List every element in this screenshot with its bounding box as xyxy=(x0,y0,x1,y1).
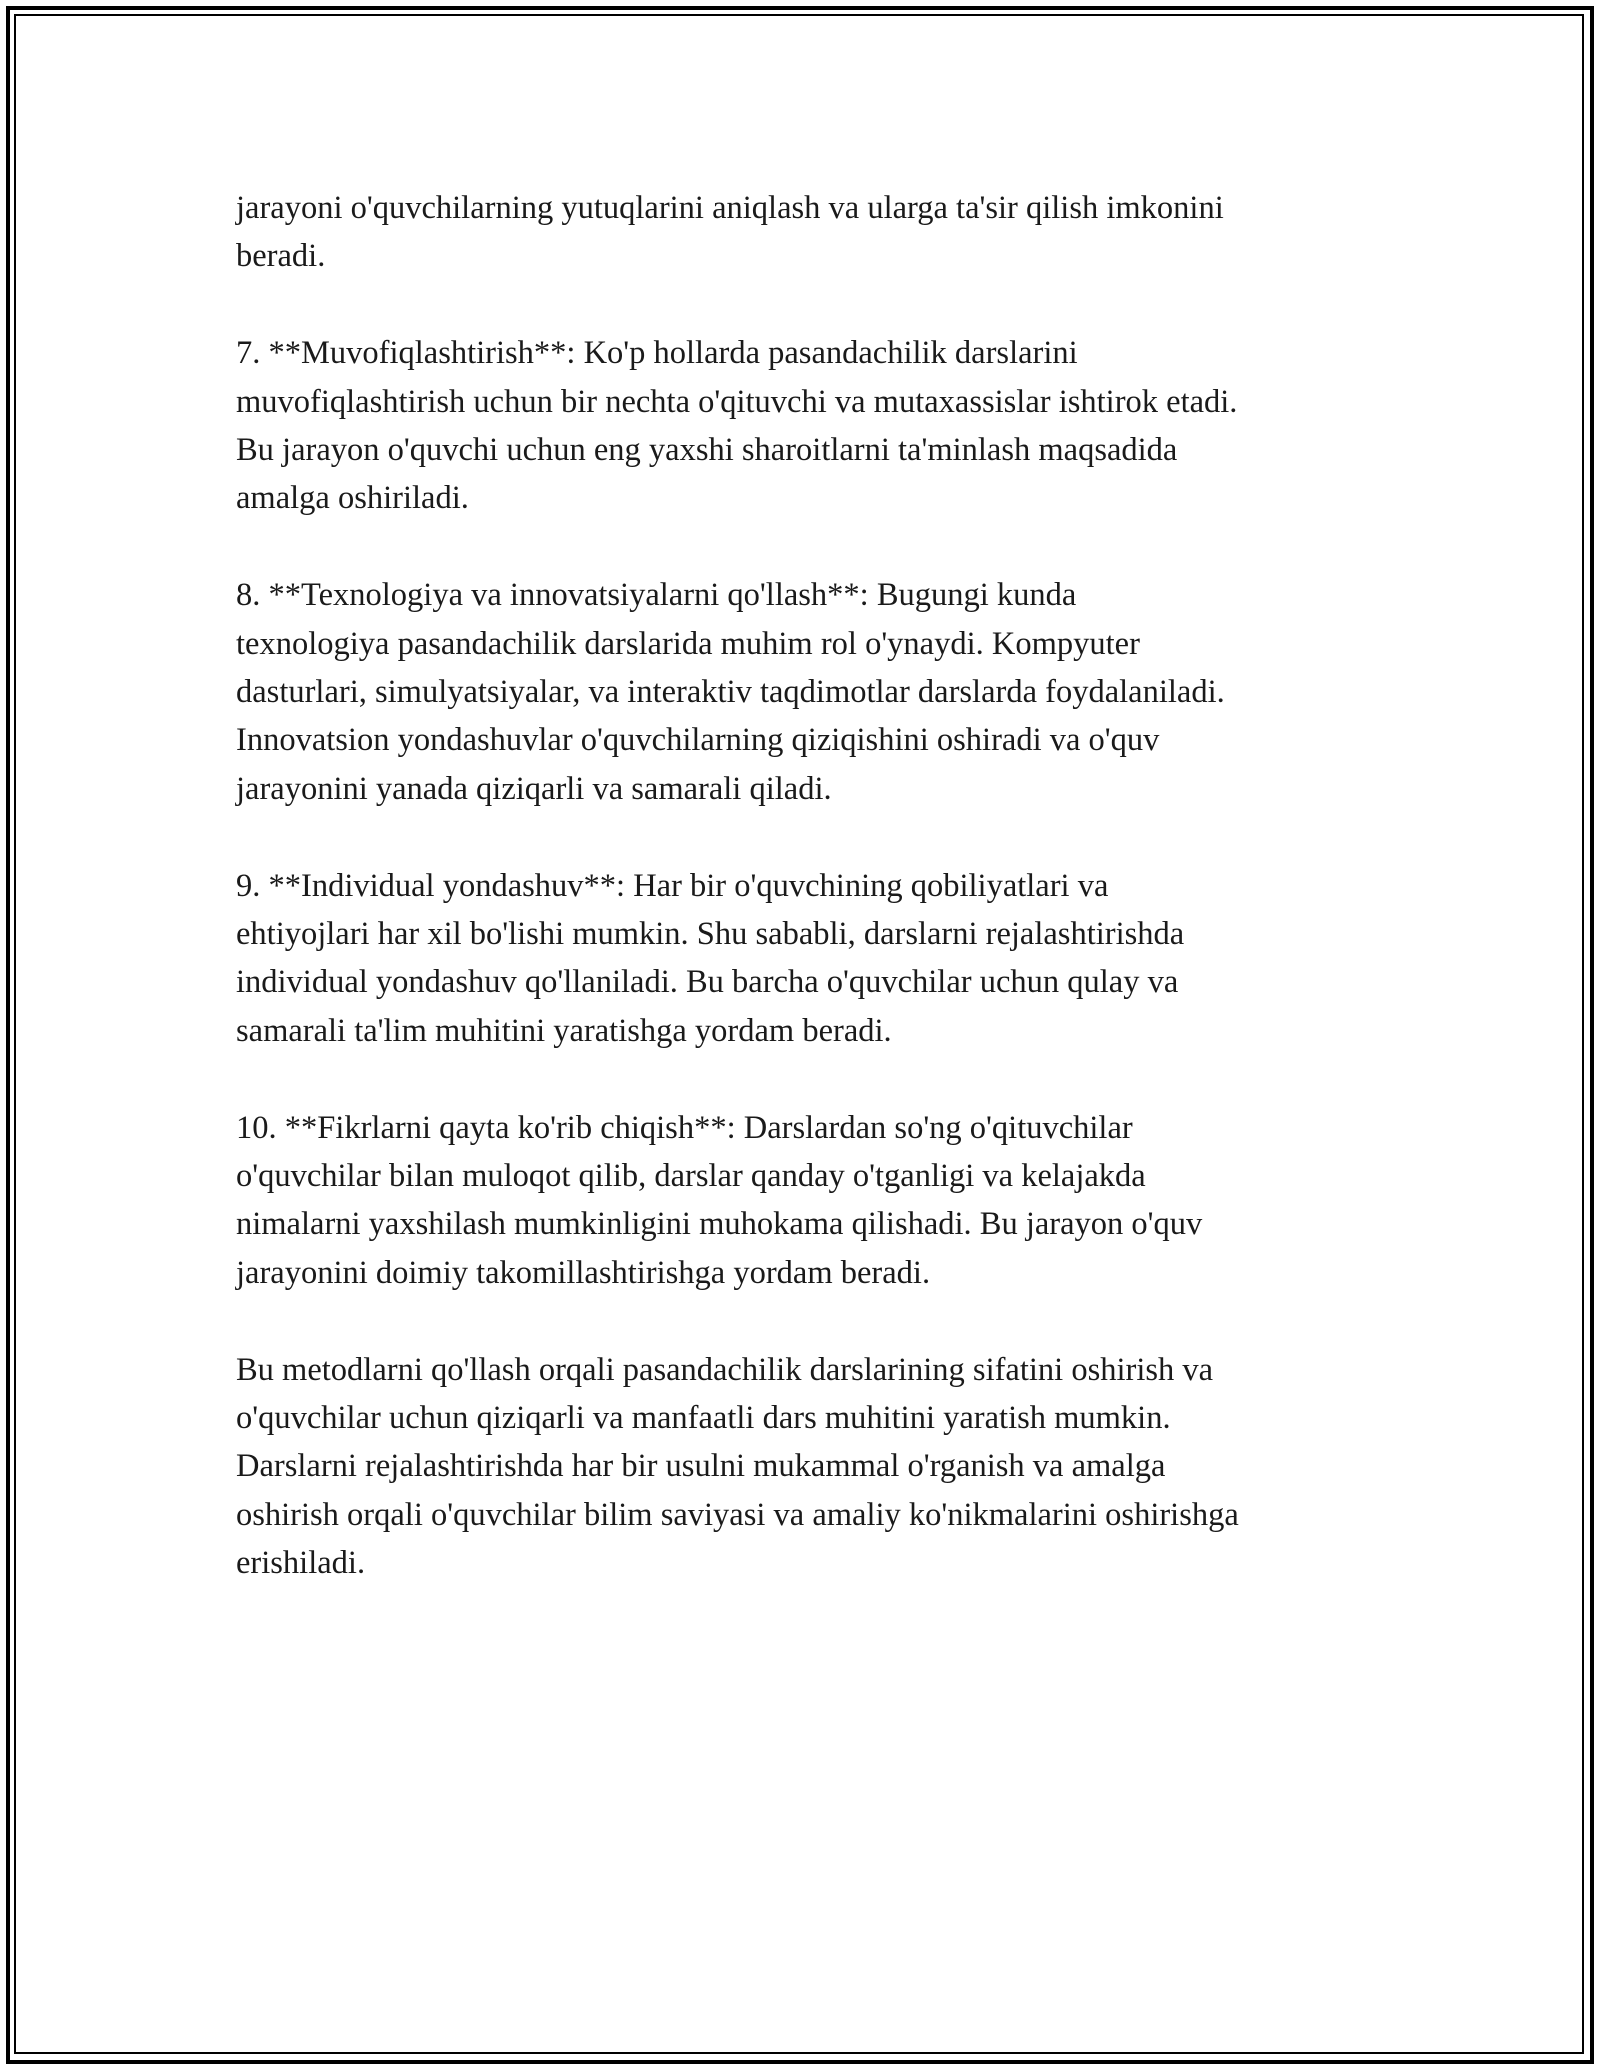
paragraph-item-7 xyxy=(236,329,1386,523)
text-line: muvofiqlashtirish uchun bir nechta o'qituvchi va mutaxassislar ishtirok etadi. xyxy=(236,383,1238,420)
text-line: dasturlari, simulyatsiyalar, va interaktiv taqdimotlar darslarda foydalaniladi. xyxy=(236,674,1225,711)
text-line: beradi. xyxy=(236,238,326,275)
text-line: nimalarni yaxshilash mumkinligini muhokama qilishadi. Bu jarayon o'quv xyxy=(236,1206,1203,1243)
text-line: samarali ta'lim muhitini yaratishga yordam beradi. xyxy=(236,1012,892,1049)
text-line: 9. **Individual yondashuv**: Har bir o'quvchining qobiliyatlari va xyxy=(236,867,1109,904)
text-line: o'quvchilar uchun qiziqarli va manfaatli dars muhitini yaratish mumkin. xyxy=(236,1400,1171,1437)
text-line: Bu jarayon o'quvchi uchun eng yaxshi sharoitlarni ta'minlash maqsadida xyxy=(236,432,1178,469)
text-line: individual yondashuv qo'llaniladi. Bu barcha o'quvchilar uchun qulay va xyxy=(236,964,1179,1001)
paragraph-item-10 xyxy=(236,1104,1386,1298)
text-line: Bu metodlarni qo'llash orqali pasandachilik darslarining sifatini oshirish va xyxy=(236,1351,1214,1388)
text-line: erishiladi. xyxy=(236,1545,366,1582)
text-line: jarayonini doimiy takomillashtirishga yordam beradi. xyxy=(236,1254,931,1291)
text-line: 8. **Texnologiya va innovatsiyalarni qo'llash**: Bugungi kunda xyxy=(236,577,1077,614)
text-line: jarayonini yanada qiziqarli va samarali qiladi. xyxy=(236,770,832,807)
text-line: oshirish orqali o'quvchilar bilim saviyasi va amaliy ko'nikmalarini oshirishga xyxy=(236,1496,1239,1533)
document-body xyxy=(236,184,1386,1636)
paragraph-conclusion xyxy=(236,1346,1386,1588)
text-line: Innovatsion yondashuvlar o'quvchilarning qiziqishini oshiradi va o'quv xyxy=(236,722,1160,759)
paragraph-continuation xyxy=(236,184,1386,281)
paragraph-item-9 xyxy=(236,862,1386,1056)
text-line: amalga oshiriladi. xyxy=(236,480,469,517)
text-line: Darslarni rejalashtirishda har bir usulni mukammal o'rganish va amalga xyxy=(236,1448,1166,1485)
text-line: texnologiya pasandachilik darslarida muhim rol o'ynaydi. Kompyuter xyxy=(236,625,1140,662)
text-line: 7. **Muvofiqlashtirish**: Ko'p hollarda pasandachilik darslarini xyxy=(236,335,1078,372)
text-line: 10. **Fikrlarni qayta ko'rib chiqish**: Darslardan so'ng o'qituvchilar xyxy=(236,1109,1133,1146)
text-line: jarayoni o'quvchilarning yutuqlarini aniqlash va ularga ta'sir qilish imkonini xyxy=(236,190,1224,226)
text-line: ehtiyojlari har xil bo'lishi mumkin. Shu sababli, darslarni rejalashtirishda xyxy=(236,916,1185,953)
text-line: o'quvchilar bilan muloqot qilib, darslar qanday o'tganligi va kelajakda xyxy=(236,1158,1146,1195)
paragraph-item-8 xyxy=(236,571,1386,813)
